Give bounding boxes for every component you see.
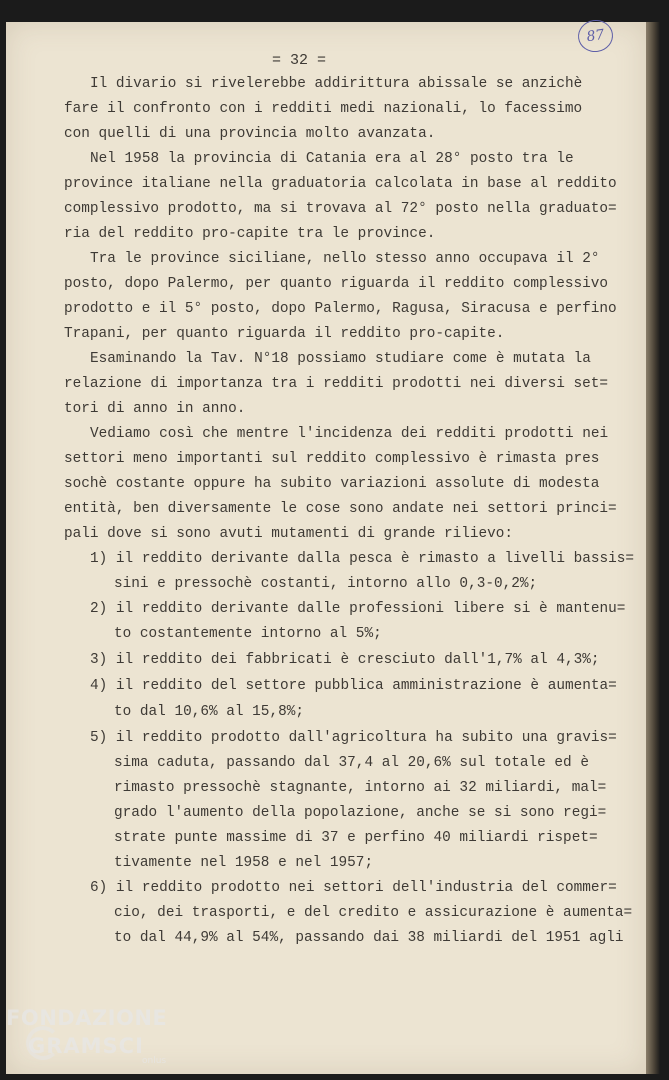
text-line: cio, dei trasporti, e del credito e assicurazione è aumenta= <box>114 905 633 921</box>
list-item: 5) il reddito prodotto dall'agricoltura ha subito una gravis= <box>90 730 617 746</box>
text-line: grado l'aumento della popolazione, anche se si sono regi= <box>114 805 607 821</box>
text-line: strate punte massime di 37 e perfino 40 miliardi rispet= <box>114 830 598 846</box>
text-line: tivamente nel 1958 e nel 1957; <box>114 855 374 871</box>
text-line: Esaminando la Tav. N°18 possiamo studiare come è mutata la <box>90 351 591 367</box>
text-line: ria del reddito pro-capite tra le province. <box>64 226 436 242</box>
text-line: Trapani, per quanto riguarda il reddito pro-capite. <box>64 326 505 342</box>
text-line: Vediamo così che mentre l'incidenza dei redditi prodotti nei <box>90 426 609 442</box>
page-number: = 32 = <box>272 52 327 69</box>
watermark-line-1: FONDAZIONE <box>6 1006 168 1030</box>
list-item: 2) il reddito derivante dalle professioni libere si è mantenu= <box>90 601 626 617</box>
text-line: to costantemente intorno al 5%; <box>114 626 382 642</box>
text-line: pali dove si sono avuti mutamenti di grande rilievo: <box>64 526 514 542</box>
text-line: sini e pressochè costanti, intorno allo 0,3-0,2%; <box>114 576 538 592</box>
text-line: province italiane nella graduatoria calcolata in base al reddito <box>64 176 617 192</box>
text-line: settori meno importanti sul reddito complessivo è rimasta pres <box>64 451 600 467</box>
text-line: rimasto pressochè stagnante, intorno ai 32 miliardi, mal= <box>114 780 607 796</box>
list-item: 3) il reddito dei fabbricati è cresciuto dall'1,7% al 4,3%; <box>90 652 600 668</box>
text-line: to dal 10,6% al 15,8%; <box>114 704 304 720</box>
text-line: sochè costante oppure ha subito variazioni assolute di modesta <box>64 476 600 492</box>
text-line: Il divario si rivelerebbe addirittura abissale se anzichè <box>90 76 583 92</box>
watermark-line-2: GRAMSCI <box>28 1034 144 1058</box>
text-line: Nel 1958 la provincia di Catania era al 28° posto tra le <box>90 151 574 167</box>
text-line: con quelli di una provincia molto avanzata. <box>64 126 436 142</box>
text-line: fare il confronto con i redditi medi nazionali, lo facessimo <box>64 101 583 117</box>
text-line: prodotto e il 5° posto, dopo Palermo, Ragusa, Siracusa e perfino <box>64 301 617 317</box>
list-item: 6) il reddito prodotto nei settori dell'industria del commer= <box>90 880 617 896</box>
text-line: Tra le province siciliane, nello stesso anno occupava il 2° <box>90 251 600 267</box>
text-line: to dal 44,9% al 54%, passando dai 38 miliardi del 1951 agli <box>114 930 624 946</box>
list-item: 1) il reddito derivante dalla pesca è rimasto a livelli bassis= <box>90 551 635 567</box>
text-line: complessivo prodotto, ma si trovava al 72° posto nella graduato= <box>64 201 617 217</box>
list-item: 4) il reddito del settore pubblica amministrazione è aumenta= <box>90 678 617 694</box>
fondazione-gramsci-watermark <box>6 1006 166 1072</box>
archive-stamp: 87 <box>576 18 615 55</box>
page-edge <box>646 22 660 1074</box>
watermark-line-3: onlus <box>142 1056 167 1066</box>
text-line: sima caduta, passando dal 37,4 al 20,6% sul totale ed è <box>114 755 589 771</box>
text-line: relazione di importanza tra i redditi prodotti nei diversi set= <box>64 376 609 392</box>
text-line: entità, ben diversamente le cose sono andate nei settori princi= <box>64 501 617 517</box>
text-line: tori di anno in anno. <box>64 401 246 417</box>
text-line: posto, dopo Palermo, per quanto riguarda il reddito complessivo <box>64 276 609 292</box>
